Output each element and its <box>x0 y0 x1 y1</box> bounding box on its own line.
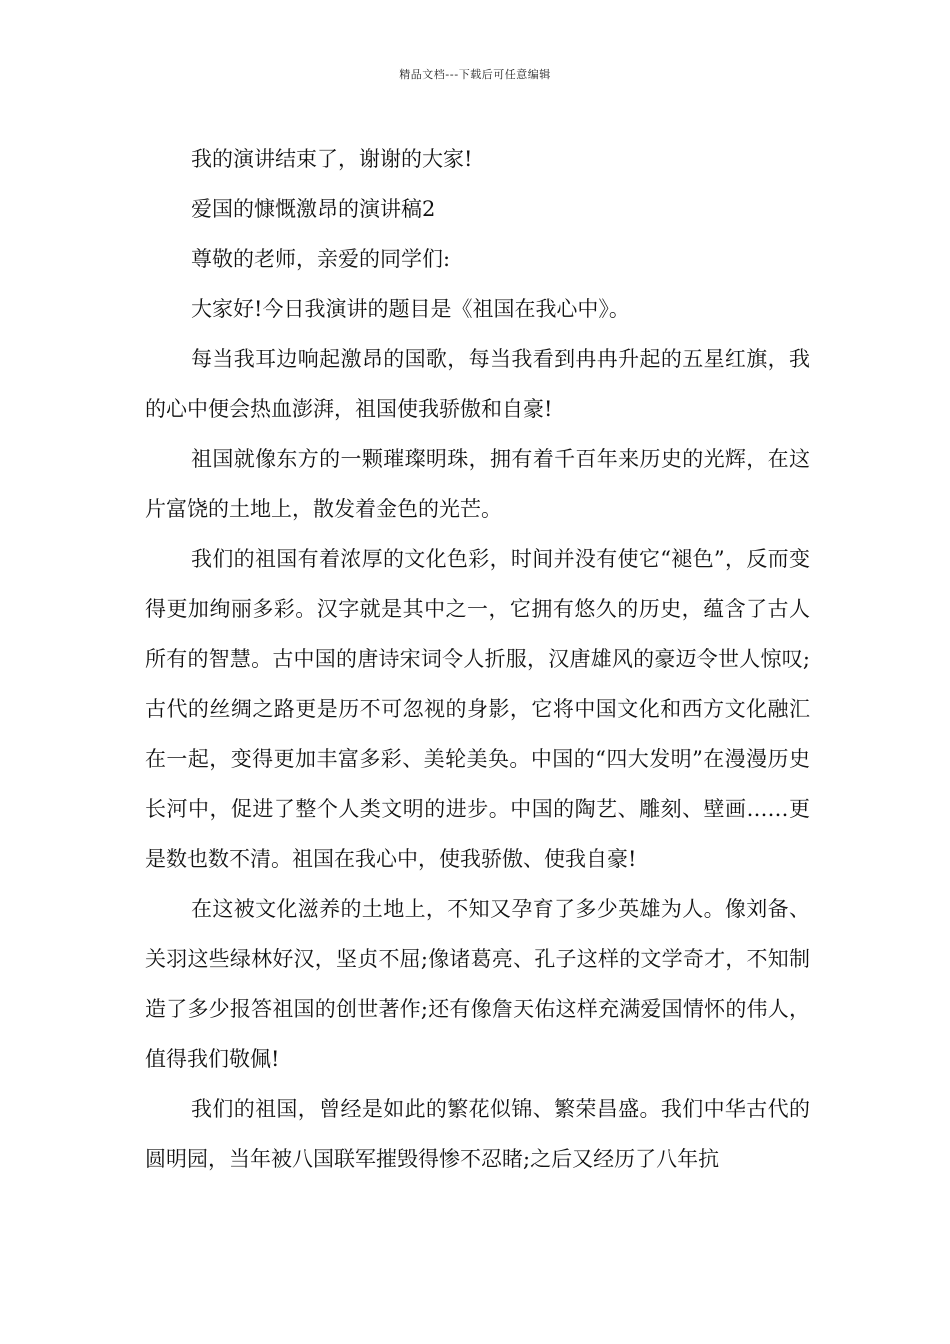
page-header: 精品文档---下载后可任意编辑 <box>399 68 551 81</box>
paragraph-greeting: 大家好!今日我演讲的题目是《祖国在我心中》。 <box>191 297 630 321</box>
paragraph-anthem: 每当我耳边响起激昂的国歌，每当我看到冉冉升起的五星红旗，我的心中便会热血澎湃，祖国使我骄傲和自豪! <box>145 347 810 421</box>
paragraph-speech-title: 爱国的慷慨激昂的演讲稿2 <box>191 197 436 221</box>
paragraph-culture: 我们的祖国有着浓厚的文化色彩，时间并没有使它“褪色”，反而变得更加绚丽多彩。汉字就是其中之一，它拥有悠久的历史，蕴含了古人所有的智慧。古中国的唐诗宋词令人折服，汉唐雄风的豪迈令世人惊叹;古代的丝绸之路更是历不可忽视的身影，它将中国文化和西方文化融汇在一起，变得更加丰富多彩、美轮美奂。中国的“四大发明”在漫漫历史长河中，促进了整个人类文明的进步。中国的陶艺、雕刻、壁画……更是数也数不清。祖国在我心中，使我骄傲、使我自豪! <box>145 547 810 871</box>
paragraph-heroes: 在这被文化滋养的土地上，不知又孕育了多少英雄为人。像刘备、关羽这些绿林好汉，坚贞不屈;像诸葛亮、孔子这样的文学奇才，不知制造了多少报答祖国的创世著作;还有像詹天佑这样充满爱国情怀的伟人，值得我们敬佩! <box>145 897 810 1071</box>
paragraph-closing: 我的演讲结束了，谢谢的大家! <box>191 147 473 171</box>
paragraph-history: 我们的祖国，曾经是如此的繁花似锦、繁荣昌盛。我们中华古代的圆明园，当年被八国联军摧毁得惨不忍睹;之后又经历了八年抗 <box>145 1097 810 1171</box>
paragraph-salutation: 尊敬的老师，亲爱的同学们: <box>191 247 451 271</box>
document-body <box>145 134 810 1184</box>
paragraph-pearl: 祖国就像东方的一颗璀璨明珠，拥有着千百年来历史的光辉，在这片富饶的土地上，散发着金色的光芒。 <box>145 447 810 521</box>
